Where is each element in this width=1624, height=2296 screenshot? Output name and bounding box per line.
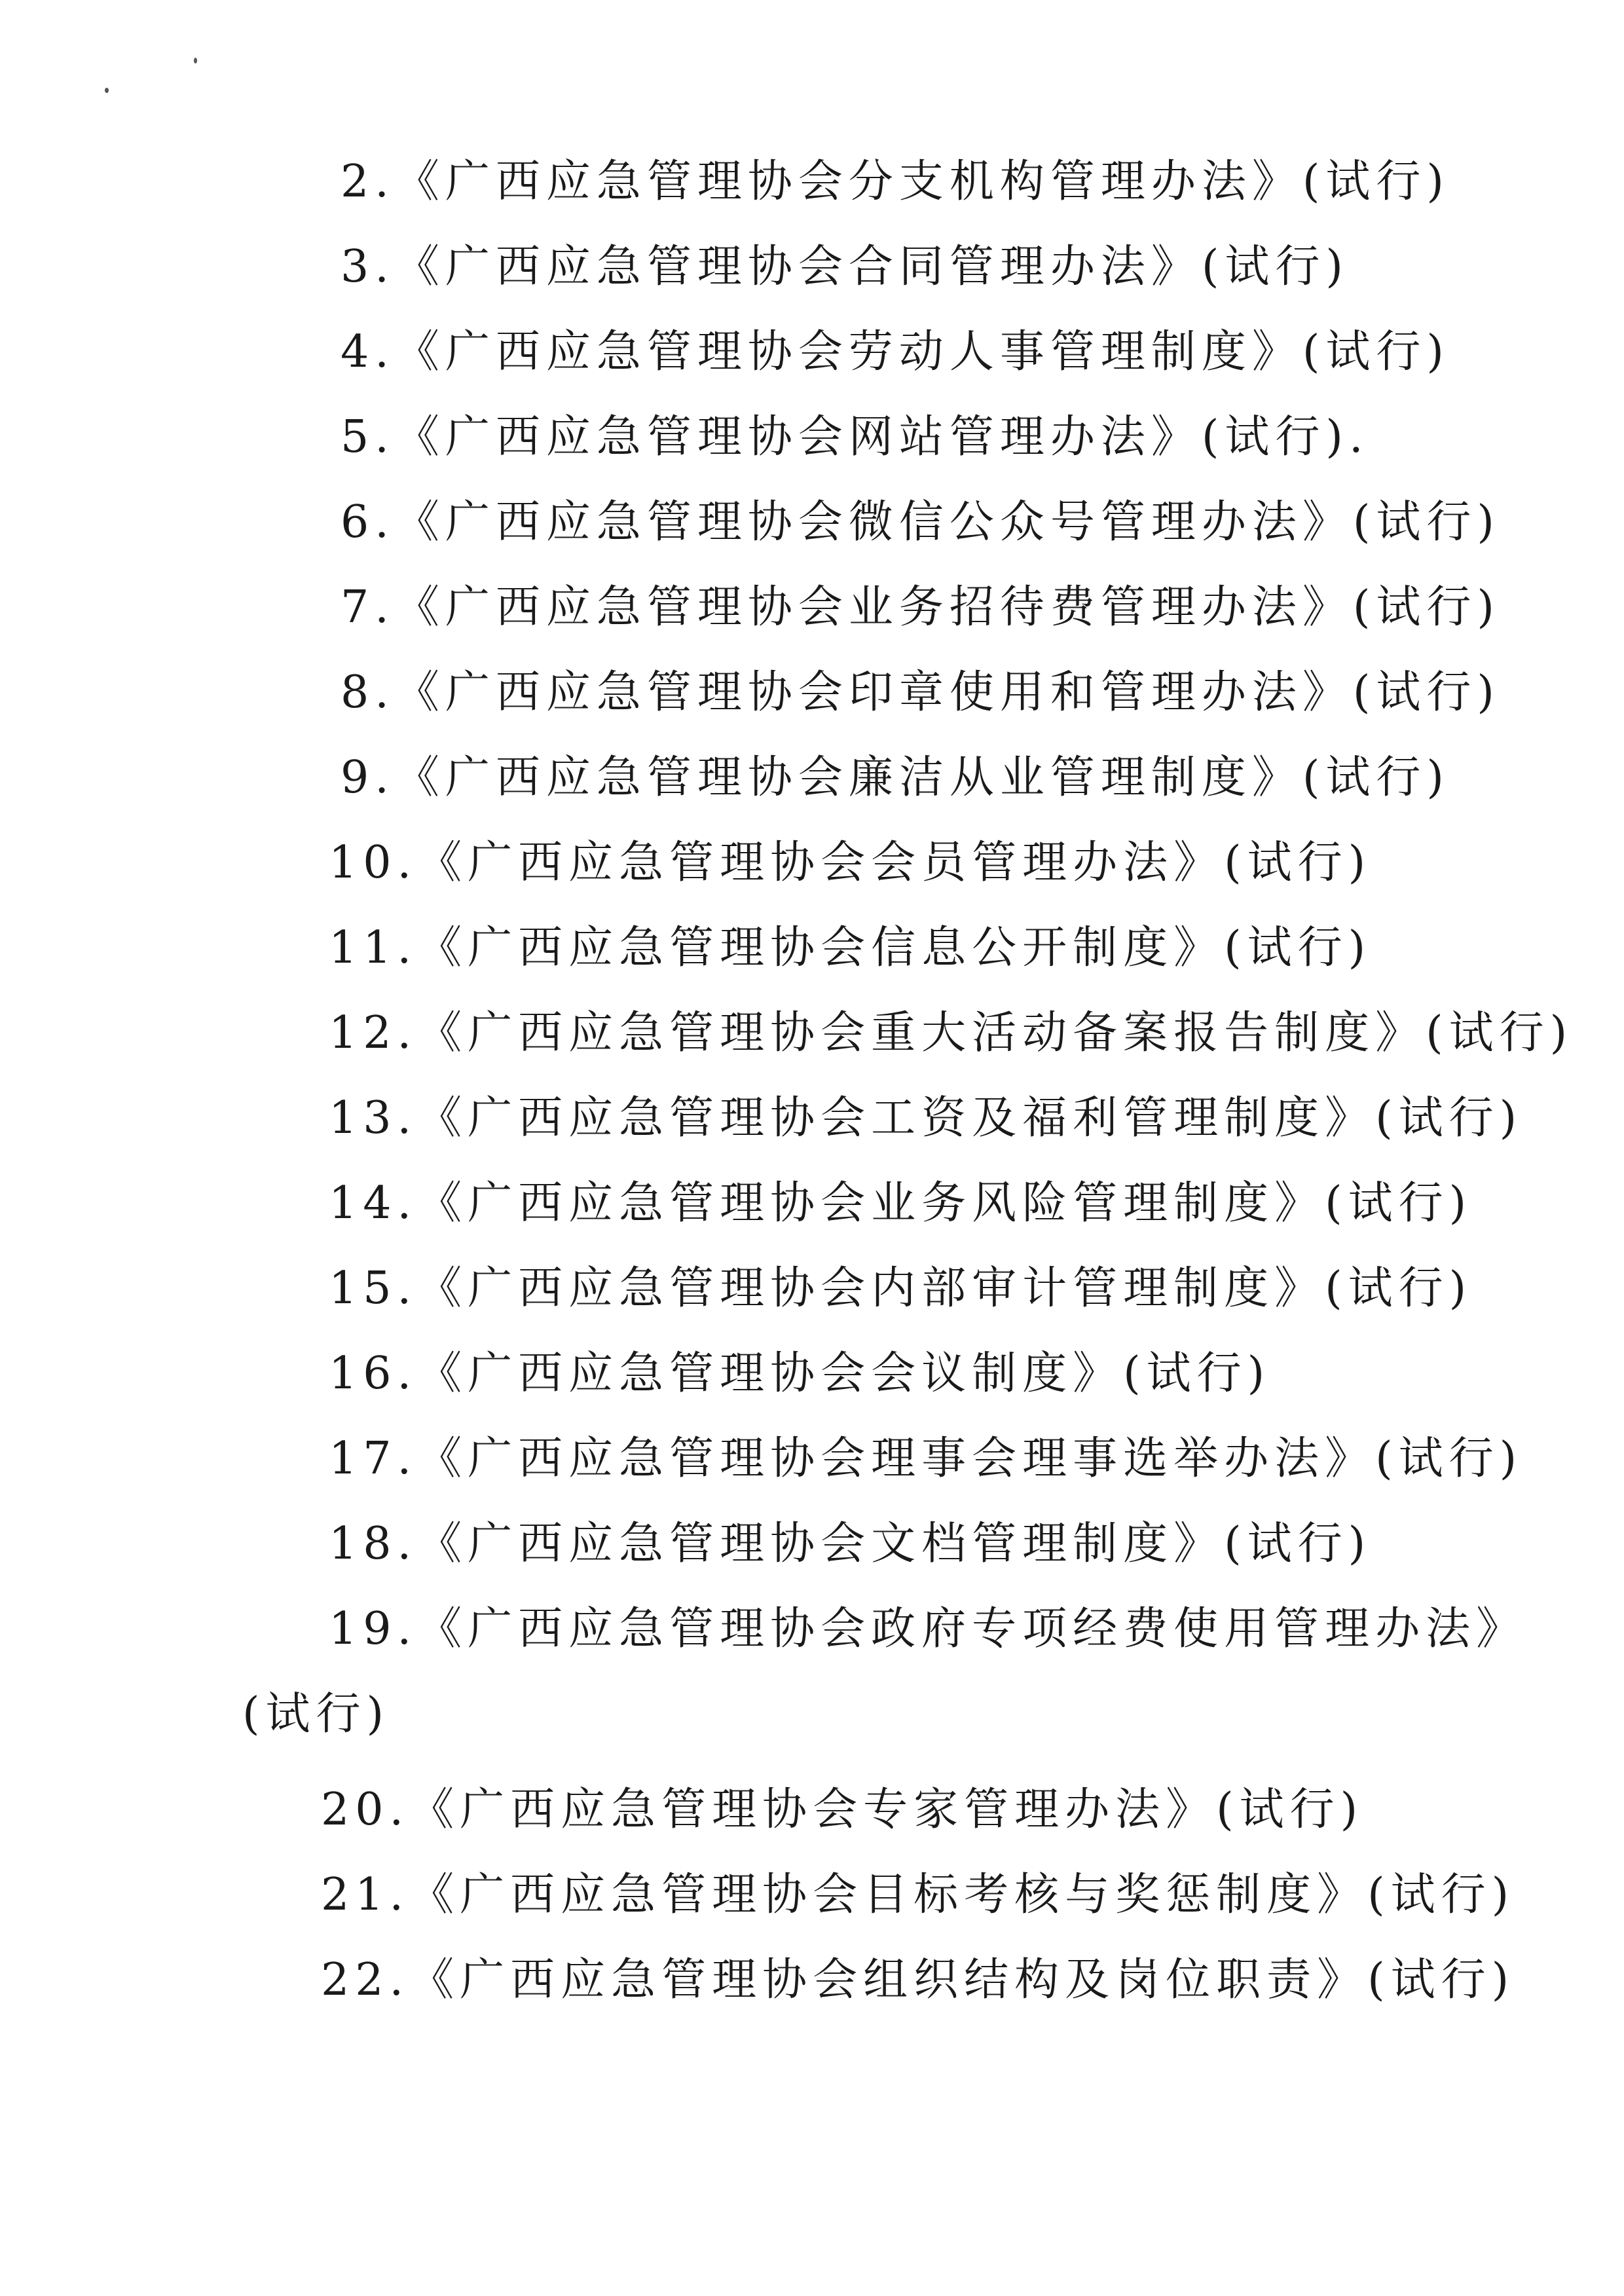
scan-speck [194,58,197,64]
list-item-text: 22.《广西应急管理协会组织结构及岗位职责》(试行) [321,1954,1515,2006]
list-item [0,1944,1624,2017]
list-item [0,1252,1624,1325]
list-item [0,1859,1624,1932]
list-item-continuation: (试行) [242,1688,390,1740]
list-item-text: 21.《广西应急管理协会目标考核与奖惩制度》(试行) [321,1869,1515,1921]
list-item-text: 15.《广西应急管理协会内部审计管理制度》(试行) [329,1263,1473,1314]
list-item [0,486,1624,559]
list-item-text: 8.《广西应急管理协会印章使用和管理办法》(试行) [341,667,1500,718]
list-item [0,1337,1624,1411]
list-item-text: 6.《广西应急管理协会微信公众号管理办法》(试行) [341,496,1500,548]
list-item-text: 13.《广西应急管理协会工资及福利管理制度》(试行) [329,1092,1523,1144]
scan-speck [105,88,109,93]
list-item-text: 19.《广西应急管理协会政府专项经费使用管理办法》 [329,1603,1527,1655]
list-item [0,1508,1624,1581]
list-item [0,741,1624,815]
list-item [0,656,1624,730]
list-item-text: 7.《广西应急管理协会业务招待费管理办法》(试行) [341,582,1500,633]
list-item-text: 10.《广西应急管理协会会员管理办法》(试行) [329,837,1372,889]
list-item-text: 14.《广西应急管理协会业务风险管理制度》(试行) [329,1177,1473,1229]
list-item [0,1167,1624,1240]
list-item [0,145,1624,219]
list-item [0,1422,1624,1496]
list-item-text: 5.《广西应急管理协会网站管理办法》(试行). [341,411,1369,463]
list-item-text: 17.《广西应急管理协会理事会理事选举办法》(试行) [329,1433,1523,1485]
list-item [0,401,1624,474]
list-item-text: 3.《广西应急管理协会合同管理办法》(试行) [341,241,1349,293]
list-item-text: 9.《广西应急管理协会廉洁从业管理制度》(试行) [341,752,1450,804]
list-item [0,997,1624,1070]
list-item [0,1082,1624,1155]
list-item-text: 11.《广西应急管理协会信息公开制度》(试行) [329,922,1372,974]
list-item [0,316,1624,389]
list-item-text: 2.《广西应急管理协会分支机构管理办法》(试行) [341,156,1450,208]
list-item-text: 20.《广西应急管理协会专家管理办法》(试行) [321,1784,1364,1836]
list-item [0,571,1624,644]
list-item [0,1593,1624,1666]
list-item [0,1773,1624,1847]
list-item [0,826,1624,900]
list-item [0,912,1624,985]
list-item-text: 18.《广西应急管理协会文档管理制度》(试行) [329,1518,1372,1570]
list-item-text: 12.《广西应急管理协会重大活动备案报告制度》(试行) [329,1007,1574,1059]
list-item-text: 4.《广西应急管理协会劳动人事管理制度》(试行) [341,326,1450,378]
list-item [0,231,1624,304]
list-item-text: 16.《广西应急管理协会会议制度》(试行) [329,1348,1271,1399]
